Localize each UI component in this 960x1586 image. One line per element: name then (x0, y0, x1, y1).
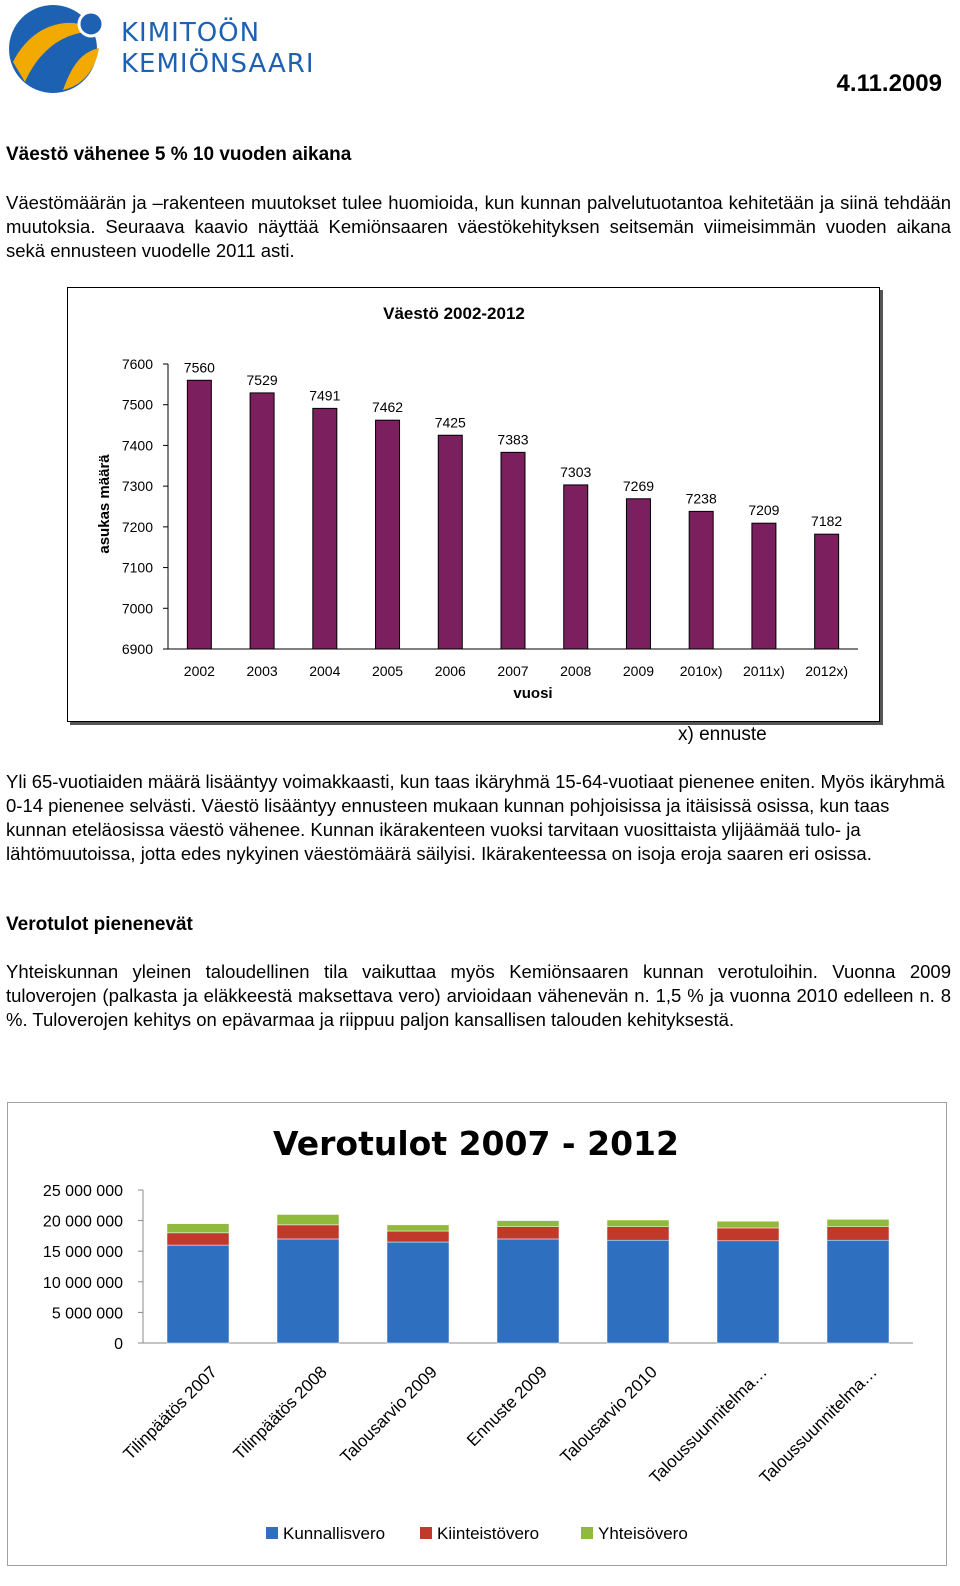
tax-bar-segment (167, 1224, 229, 1233)
tax-bar-segment (277, 1214, 339, 1224)
population-data-label: 7383 (497, 431, 529, 448)
population-bar (376, 420, 400, 649)
tax-chart-title: Verotulot 2007 - 2012 (273, 1124, 679, 1163)
tax-bar-segment (607, 1220, 669, 1227)
population-y-tick-label: 7000 (121, 600, 153, 617)
tax-bar-segment (497, 1227, 559, 1239)
logo-emblem-icon (3, 2, 115, 94)
tax-legend-label: Kunnallisvero (283, 1524, 386, 1543)
population-bar (626, 499, 650, 649)
tax-bar-segment (717, 1228, 779, 1241)
tax-legend-swatch (266, 1527, 278, 1539)
population-data-label: 7491 (309, 387, 341, 404)
tax-bar-segment (607, 1227, 669, 1240)
tax-y-tick-label: 10 000 000 (42, 1274, 123, 1292)
population-chart (67, 287, 880, 722)
tax-y-tick-label: 20 000 000 (42, 1213, 123, 1231)
population-x-tick-label: 2004 (309, 663, 341, 679)
population-x-tick-label: 2012x) (805, 663, 849, 679)
tax-revenue-chart (7, 1102, 947, 1566)
tax-bar-segment (607, 1240, 669, 1343)
population-data-label: 7560 (183, 359, 215, 376)
population-x-tick-label: 2003 (246, 663, 278, 679)
population-x-tick-label: 2008 (560, 663, 592, 679)
tax-y-tick-label: 25 000 000 (42, 1183, 123, 1200)
tax-y-tick-label: 0 (114, 1336, 123, 1353)
kimitoon-kemionsaari-logo (3, 2, 313, 94)
population-x-tick-label: 2005 (371, 663, 404, 679)
tax-bar-segment (277, 1225, 339, 1239)
population-x-tick-label: 2011x) (743, 663, 785, 679)
population-data-label: 7462 (371, 399, 404, 416)
tax-x-tick-label: Ennuste 2009 (463, 1362, 551, 1451)
tax-bar-segment (167, 1233, 229, 1245)
tax-bar-segment (277, 1239, 339, 1343)
tax-bar-segment (497, 1239, 559, 1343)
population-bar (438, 435, 462, 649)
section-heading-population: Väestö vähenee 5 % 10 vuoden aikana (6, 144, 352, 165)
tax-legend-label: Kiinteistövero (437, 1524, 540, 1543)
population-x-axis-label: vuosi (513, 685, 553, 702)
tax-bar-segment (827, 1219, 889, 1226)
population-y-tick-label: 7600 (121, 356, 153, 372)
population-bar (564, 485, 588, 649)
tax-x-tick-label: Tilinpäätös 2007 (119, 1362, 221, 1464)
population-x-tick-label: 2010x) (679, 663, 723, 679)
population-bar (313, 408, 337, 649)
document-date: 4.11.2009 (836, 70, 942, 97)
tax-x-tick-label: Taloussuunnitelma… (645, 1362, 771, 1488)
tax-revenue-paragraph: Yhteiskunnan yleinen taloudellinen tila vaikuttaa myös Kemiönsaaren kunnan verotuloihin. Vuonna 2009 tuloverojen (palkasta ja eläkkeestä maksettava vero) arvioidaan vähenevän n. 1,5 % ja vuonna 2010 edelleen n. 8 %. Tuloverojen kehitys on epävarmaa ja riippuu paljon kansallisen talouden kehityksestä. (6, 961, 951, 1030)
population-data-label: 7425 (434, 414, 466, 431)
population-x-tick-label: 2007 (497, 663, 529, 679)
tax-bar-segment (497, 1221, 559, 1227)
tax-bar-segment (717, 1241, 779, 1343)
tax-bar-segment (387, 1231, 449, 1242)
tax-revenue-chart-svg (8, 1103, 946, 1565)
tax-x-tick-label: Tilinpäätös 2008 (229, 1362, 331, 1464)
tax-x-tick-label: Talousarvio 2009 (336, 1362, 441, 1467)
population-bar (689, 511, 713, 649)
tax-legend-swatch (420, 1527, 432, 1539)
tax-bar-segment (717, 1221, 779, 1228)
population-data-label: 7209 (748, 502, 780, 519)
tax-legend-swatch (581, 1527, 593, 1539)
population-bar (250, 393, 274, 649)
tax-bar-segment (387, 1242, 449, 1343)
population-bar (815, 534, 839, 649)
population-y-tick-label: 6900 (121, 641, 153, 657)
population-data-label: 7238 (685, 490, 717, 507)
population-y-tick-label: 7400 (121, 437, 153, 454)
tax-x-tick-label: Taloussuunnitelma… (755, 1362, 881, 1488)
section-heading-tax-revenue: Verotulot pienenevät (6, 914, 193, 935)
population-data-label: 7529 (246, 371, 278, 388)
tax-x-tick-label: Talousarvio 2010 (556, 1362, 661, 1467)
tax-bar-segment (167, 1245, 229, 1343)
tax-bar-segment (827, 1227, 889, 1240)
population-x-tick-label: 2009 (622, 663, 655, 679)
population-data-label: 7303 (560, 463, 592, 480)
population-intro-paragraph: Väestömäärän ja –rakenteen muutokset tulee huomioida, kun kunnan palvelutuotantoa kehitetään ja siinä tehdään muutoksia. Seuraava kaavio näyttää Kemiönsaaren väestökehityksen seitsemän viimeisimmän vuoden aikana sekä ennusteen vuodelle 2011 asti. (6, 192, 951, 261)
population-y-tick-label: 7200 (121, 518, 153, 535)
tax-y-tick-label: 5 000 000 (51, 1305, 123, 1323)
population-bar (187, 380, 211, 649)
tax-bar-segment (827, 1240, 889, 1343)
population-y-tick-label: 7300 (121, 478, 153, 495)
population-chart-svg (68, 288, 879, 721)
population-data-label: 7182 (811, 513, 843, 530)
population-bar (752, 523, 776, 649)
age-structure-paragraph: Yli 65-vuotiaiden määrä lisääntyy voimakkaasti, kun taas ikäryhmä 15-64-vuotiaat pienenee eniten. Myös ikäryhmä 0-14 pienenee selvästi. Väestö lisääntyy ennusteen mukaan kunnan pohjoisissa ja itäisissä osissa, kun taas kunnan eteläosissa väestö vähenee. Kunnan ikärakenteen vuoksi tarvitaan vuosittaista ylijäämää tulo- ja lähtömuutoissa, jotta edes nykyinen väestömäärä säilyisi. Ikärakenteessa on isoja eroja saaren eri osissa. (6, 771, 945, 864)
tax-legend-label: Yhteisövero (598, 1524, 688, 1543)
tax-bar-segment (387, 1225, 449, 1231)
population-chart-title: Väestö 2002-2012 (383, 304, 525, 323)
population-y-axis-label: asukas määrä (96, 454, 113, 554)
population-y-tick-label: 7100 (121, 559, 153, 576)
tax-y-tick-label: 15 000 000 (42, 1244, 123, 1262)
logo-text-line2: KEMIÖNSAARI (121, 49, 315, 79)
population-y-tick-label: 7500 (121, 396, 153, 413)
logo-text-line1: KIMITOÖN (121, 18, 261, 48)
population-x-tick-label: 2006 (434, 663, 466, 679)
forecast-note: x) ennuste (678, 724, 767, 745)
population-x-tick-label: 2002 (183, 663, 215, 679)
population-bar (501, 452, 525, 649)
population-data-label: 7269 (622, 477, 655, 494)
